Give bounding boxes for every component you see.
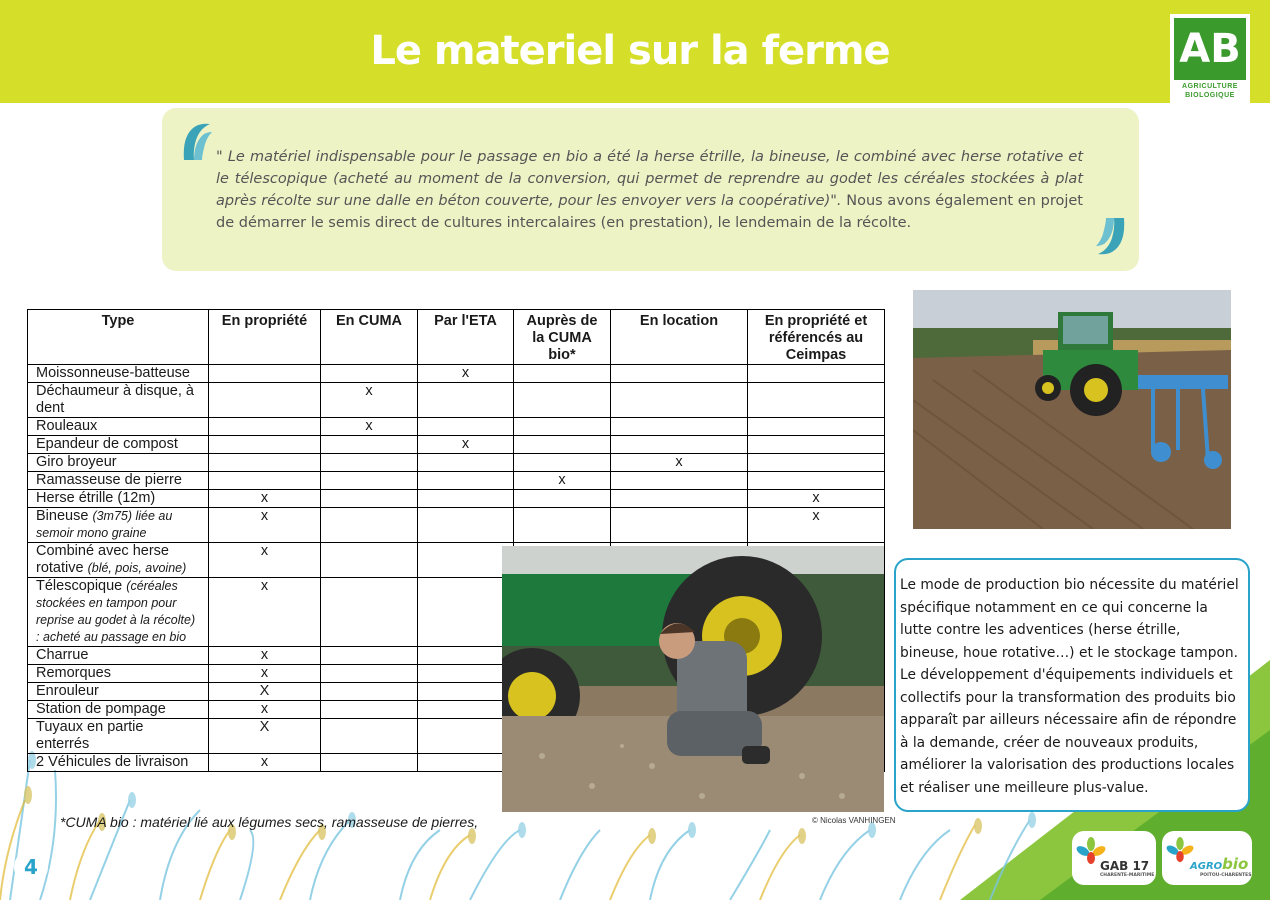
table-row (28, 436, 885, 454)
mark-cell (209, 454, 321, 472)
ab-logo-line1: AGRICULTURE (1182, 83, 1238, 90)
table-row (28, 472, 885, 490)
info-paragraph: Le mode de production bio nécessite du matériel spécifique notamment en ce qui concerne la lutte contre les adventices (herse étrille, bineuse, houe rotative…) et le stockage tampon. (900, 577, 1239, 661)
mark-cell (321, 508, 418, 543)
quote-italic-part: " Le matériel indispensable pour le passage en bio a été la herse étrille, la bineuse, le combiné avec herse rotative et le télescopique (acheté au moment de la conversion, qui permet de reprendre au godet les céréales stockées à plat après récolte sur une dalle en béton couverte, pour les envoyer vers la coopérative)". (216, 149, 1083, 209)
mark-cell (748, 383, 885, 418)
equipment-type: Déchaumeur à disque, à dent (36, 383, 194, 416)
mark-cell (514, 418, 611, 436)
header-type: Type (28, 310, 209, 365)
quote-normal-part: Nous avons également en projet de démarrer le semis direct de cultures intercalaires (en prestation), le lendemain de la récolte. (216, 193, 1083, 231)
equipment-type: Moissonneuse-batteuse (36, 365, 190, 381)
mark-cell (514, 383, 611, 418)
mark-cell (748, 472, 885, 490)
mark-cell (611, 383, 748, 418)
agrobio-name: AGRObio (1190, 855, 1249, 873)
mark-cell: x (748, 508, 885, 543)
equipment-type-cell (28, 665, 209, 683)
equipment-type: Combiné avec herse rotative (36, 543, 169, 576)
equipment-type: Herse étrille (12m) (36, 490, 156, 506)
mark-cell (209, 436, 321, 454)
mark-cell (321, 719, 418, 754)
gab-name: GAB 17 (1100, 859, 1150, 873)
equipment-type-cell (28, 436, 209, 454)
mark-cell (209, 472, 321, 490)
mark-cell: x (209, 490, 321, 508)
mark-cell (418, 719, 514, 754)
mark-cell (321, 754, 418, 772)
page-number: 4 (14, 850, 48, 884)
mark-cell (418, 683, 514, 701)
mark-cell (209, 383, 321, 418)
mark-cell: x (209, 754, 321, 772)
ab-logo-mark: AB (1174, 18, 1246, 80)
mark-cell (514, 436, 611, 454)
mark-cell (611, 472, 748, 490)
equipment-type-cell (28, 508, 209, 543)
mark-cell (321, 665, 418, 683)
header-par-eta: Par l'ETA (418, 310, 514, 365)
mark-cell: x (611, 454, 748, 472)
tractor-photo (913, 290, 1231, 529)
agrobio-sub: POITOU-CHARENTES (1200, 873, 1252, 878)
header-cuma-bio: Auprès de la CUMA bio* (514, 310, 611, 365)
equipment-type: 2 Véhicules de livraison (36, 754, 189, 770)
mark-cell: x (209, 543, 321, 578)
equipment-type: Remorques (36, 665, 111, 681)
table-row (28, 508, 885, 543)
mark-cell (418, 701, 514, 719)
mark-cell (514, 490, 611, 508)
mark-cell: X (209, 683, 321, 701)
mark-cell (748, 454, 885, 472)
mark-cell: x (209, 578, 321, 647)
mark-cell (418, 754, 514, 772)
equipment-type-cell (28, 472, 209, 490)
ab-logo-line2: BIOLOGIQUE (1185, 92, 1235, 99)
equipment-type: Rouleaux (36, 418, 98, 434)
table-row (28, 365, 885, 383)
table-row (28, 383, 885, 418)
equipment-type: Tuyaux en partie enterrés (36, 719, 144, 752)
mark-cell: x (418, 436, 514, 454)
info-paragraph: Le développement d'équipements individuels et collectifs pour la transformation des produits bio apparaît par ailleurs nécessaire afin de répondre à la demande, créer de nouveaux produits, améliorer la valorisation des productions locales et réaliser une meilleure plus-value. (900, 667, 1237, 796)
header-en-propriete: En propriété (209, 310, 321, 365)
mark-cell (418, 508, 514, 543)
mark-cell: x (209, 647, 321, 665)
page-title: Le materiel sur la ferme (370, 28, 890, 74)
equipment-type-cell (28, 365, 209, 383)
mark-cell (321, 454, 418, 472)
mark-cell (418, 454, 514, 472)
mark-cell (748, 436, 885, 454)
equipment-type-cell (28, 701, 209, 719)
quote-close-icon (1094, 218, 1128, 258)
mark-cell (611, 365, 748, 383)
equipment-type: Ramasseuse de pierre (36, 472, 182, 488)
mark-cell (321, 701, 418, 719)
equipment-type: Charrue (36, 647, 89, 663)
quote-box (162, 108, 1139, 271)
farmer-photo (502, 546, 884, 812)
info-text (900, 574, 1242, 799)
equipment-type: Bineuse (36, 508, 89, 524)
equipment-type-cell (28, 647, 209, 665)
equipment-type: Télescopique (36, 578, 123, 594)
header-ceimpas: En propriété et référencés au Ceimpas (748, 310, 885, 365)
quote-text (216, 146, 1083, 234)
mark-cell (514, 454, 611, 472)
header-banner (0, 0, 1270, 103)
equipment-type: Epandeur de compost (36, 436, 178, 452)
mark-cell (748, 418, 885, 436)
table-row (28, 418, 885, 436)
table-footnote: *CUMA bio : matériel lié aux légumes secs, ramasseuse de pierres, (60, 814, 479, 830)
equipment-type-cell (28, 418, 209, 436)
mark-cell (321, 578, 418, 647)
mark-cell: x (321, 418, 418, 436)
quote-open-icon (180, 120, 214, 160)
table-row (28, 454, 885, 472)
mark-cell (209, 418, 321, 436)
header-en-location: En location (611, 310, 748, 365)
mark-cell (209, 365, 321, 383)
gab17-logo (1072, 831, 1156, 885)
equipment-note: (blé, pois, avoine) (87, 561, 187, 575)
mark-cell (418, 418, 514, 436)
mark-cell: x (209, 701, 321, 719)
equipment-type-cell (28, 578, 209, 647)
mark-cell: X (209, 719, 321, 754)
mark-cell (321, 472, 418, 490)
equipment-note: (céréales stockées en tampon pour reprise au godet à la récolte) : acheté au passage en bio (36, 579, 196, 644)
mark-cell (321, 436, 418, 454)
mark-cell: x (209, 665, 321, 683)
info-box (894, 558, 1250, 812)
mark-cell (418, 665, 514, 683)
equipment-type: Station de pompage (36, 701, 166, 717)
equipment-type: Giro broyeur (36, 454, 117, 470)
equipment-note: (3m75) liée au semoir mono graine (36, 509, 173, 540)
mark-cell (418, 490, 514, 508)
ab-logo (1170, 14, 1250, 104)
mark-cell (321, 683, 418, 701)
mark-cell (611, 490, 748, 508)
gab-sub: CHARENTE-MARITIME (1100, 873, 1155, 878)
mark-cell (514, 508, 611, 543)
mark-cell: x (748, 490, 885, 508)
mark-cell: x (418, 365, 514, 383)
equipment-type-cell (28, 683, 209, 701)
mark-cell (321, 543, 418, 578)
photo-credit: © Nicolas VANHINGEN (812, 816, 896, 825)
mark-cell (321, 490, 418, 508)
mark-cell (514, 365, 611, 383)
mark-cell: x (321, 383, 418, 418)
equipment-type-cell (28, 383, 209, 418)
mark-cell (748, 365, 885, 383)
equipment-type-cell (28, 490, 209, 508)
mark-cell (418, 543, 514, 578)
mark-cell (418, 578, 514, 647)
equipment-type: Enrouleur (36, 683, 99, 699)
mark-cell: x (209, 508, 321, 543)
agrobio-logo (1162, 831, 1252, 885)
header-en-cuma: En CUMA (321, 310, 418, 365)
mark-cell (321, 365, 418, 383)
mark-cell: x (514, 472, 611, 490)
mark-cell (611, 436, 748, 454)
mark-cell (418, 472, 514, 490)
equipment-type-cell (28, 754, 209, 772)
table-header-row (28, 310, 885, 365)
equipment-type-cell (28, 543, 209, 578)
equipment-type-cell (28, 454, 209, 472)
mark-cell (611, 418, 748, 436)
mark-cell (611, 508, 748, 543)
mark-cell (321, 647, 418, 665)
mark-cell (418, 647, 514, 665)
equipment-type-cell (28, 719, 209, 754)
mark-cell (418, 383, 514, 418)
table-row (28, 490, 885, 508)
